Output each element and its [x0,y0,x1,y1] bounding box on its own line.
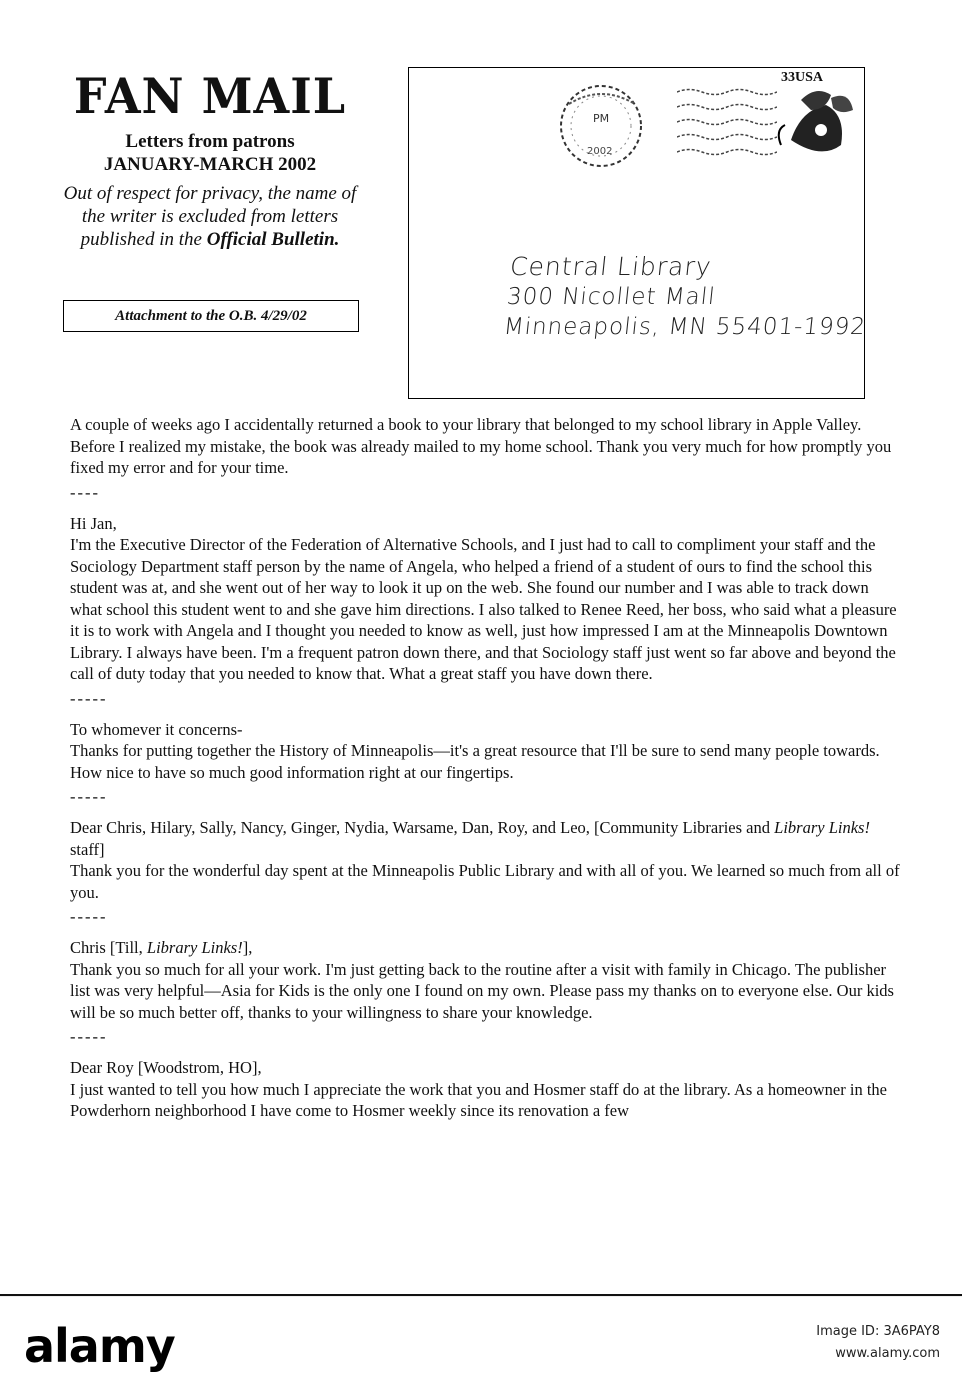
flower-stamp-icon [771,70,855,160]
letter [70,513,900,709]
letter [70,937,900,1047]
subtitle [60,130,360,176]
letters-section [70,414,900,1122]
image-id-text: Image ID: 3A6PAY8 [816,1324,940,1339]
privacy-note [60,182,360,251]
date-range: JANUARY-MARCH 2002 [103,154,317,175]
letter-separator: ----- [70,907,108,926]
letter [70,1057,900,1122]
stamp-denomination: 33USA [781,70,824,85]
letter-greeting: To whomever it concerns- [70,719,243,739]
attachment-box [63,300,359,332]
address-line: Central Library [508,252,714,281]
greeting-part: Chris [Till, [70,938,147,957]
letter-body: A couple of weeks ago I accidentally returned a book to your library that belonged to my school library in Apple Valley. Before I realized my mistake, the book was already mailed to my home school. Thank you very much for how promptly you fixed my error and for your time. [70,415,892,477]
letter-separator: ----- [70,787,108,806]
letter-separator: ----- [70,688,108,708]
letter-body: I just wanted to tell you how much I appreciate the work that you and Hosmer staff do at the library. As a homeowner in the Powderhorn neighborhood I have come to Hosmer weekly since its renovation a few [70,1079,887,1120]
letter-greeting: Dear Roy [Woodstrom, HO], [70,1058,262,1077]
address-line: 300 Nicollet Mall [505,284,717,310]
mailing-address [502,252,868,342]
letter-greeting: Hi Jan, [70,513,117,533]
letter-body: Thank you for the wonderful day spent at the Minneapolis Public Library and with all of you. We learned so much from all of you. [70,861,900,902]
letter-body: Thank you so much for all your work. I'm just getting back to the routine after a visit with family in Chicago. The publisher list was very helpful—Asia for Kids is the only one I found on my own. Please pass my thanks on to everyone else. Our kids will be so much better off, thanks to your willingness to share your knowledge. [70,959,894,1022]
greeting-italic: Library Links! [774,818,870,837]
letter-body: Thanks for putting together the History of Minneapolis—it's a great resource that I'll be sure to send many people towards. How nice to have so much good information right at our fingertips. [70,741,880,782]
page-title: FAN MAIL [73,67,347,125]
envelope-image [408,67,868,399]
greeting-part: Dear Chris, Hilary, Sally, Nancy, Ginger, Nydia, Warsame, Dan, Roy, and Leo, [Community Libraries and [70,818,775,837]
address-line: Minneapolis, MN 55401-1992 [502,314,868,340]
postmark-icon [549,74,659,174]
masthead [60,67,360,251]
postmark-pm: PM [593,112,610,125]
letter-greeting [70,817,900,860]
greeting-part: ], [242,938,253,957]
postmark-year: 2002 [587,146,613,157]
letter-body: I'm the Executive Director of the Federation of Alternative Schools, and I just had to call to compliment your staff and the Sociology Department staff person by the name of Angela, who helped a friend of a student of ours to find the school this student was at, and she went out of her way to look it up on the web. She found our number and I was able to track down what school this student went to and she gave him directions. I also talked to Renee Reed, her boss, who said what a pleasure it is to work with Angela and I thought you needed to know as well, just how impressed I am at the Minneapolis Downtown Library. I always have been. I'm a frequent patron down there, and that Sociology staff just went so far above and beyond the call of duty today that you needed to know that. What a great staff you have down there. [70,535,897,683]
privacy-text: Out of respect for privacy, the name of the writer is excluded from letters published in the [63,183,357,250]
site-url: www.alamy.com [835,1346,940,1361]
letter [70,414,900,503]
image-id [816,1321,940,1365]
greeting-part: staff] [70,839,105,859]
letter-separator: ----- [70,1027,108,1046]
subtitle-text: Letters from patrons [125,131,295,152]
brand-logo: alamy [24,1319,175,1373]
postage-stamp [771,70,855,160]
attachment-text: Attachment to the O.B. 4/29/02 [115,307,307,324]
cancellation-lines-icon [677,82,777,162]
letter-greeting [70,937,900,959]
greeting-italic: Library Links! [146,938,243,957]
letter-separator: ---- [70,482,100,502]
bulletin-name: Official Bulletin. [206,229,340,250]
stock-footer [0,1296,962,1391]
letter [70,719,900,808]
letter [70,817,900,927]
